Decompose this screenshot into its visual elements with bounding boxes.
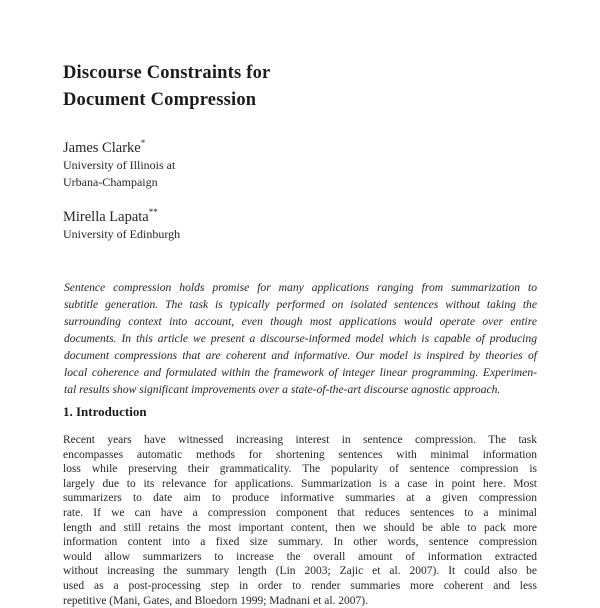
section-heading: 1. Introduction (63, 404, 147, 419)
abstract-line: local coherence and formulated within the framework of integer linear programming. Experimen- (64, 366, 537, 379)
paper-title (63, 60, 543, 114)
body-text-line: would allow summarizers to increase the overall amount of information extracted (63, 550, 537, 563)
affiliation-line: Urbana-Champaign (63, 175, 158, 189)
body-text-line: information content into a fixed size summary. In other words, sentence compression (63, 536, 537, 549)
author-affiliation (63, 157, 175, 191)
author-affiliation (63, 226, 180, 243)
author-name-text: Mirella Lapata (63, 209, 149, 225)
body-text-line: encompasses automatic methods for shortening sentences with minimal information (63, 448, 537, 461)
body-text-line: summarizers to date aim to produce informative summaries at a given compression (63, 492, 537, 505)
paper-title-line: Discourse Constraints for (63, 63, 271, 83)
abstract-line: tal results show significant improvements over a state-of-the-art discourse agnostic approach. (64, 383, 501, 396)
affiliation-line: University of Edinburgh (63, 227, 181, 241)
abstract-line: Sentence compression holds promise for many applications ranging from summarization to (64, 281, 537, 294)
abstract-line: subtitle generation. The task is typically performed on isolated sentences without taking the (64, 298, 537, 311)
body-text-line: used as a post-processing step in order to render summaries more coherent and less (63, 579, 537, 592)
abstract-line: document compressions that are coherent and informative. Our model is inspired by theories of (64, 349, 537, 362)
author-footnote-marker: * (140, 138, 146, 149)
introduction-paragraph (63, 433, 537, 608)
body-text-line: Recent years have witnessed increasing interest in sentence compression. The task (63, 434, 537, 446)
author-name-text: James Clarke (63, 140, 141, 156)
body-text-line: loss while preserving their grammaticality. The popularity of sentence compression is (63, 463, 537, 476)
body-text-line: rate. If we can have a compression component that reduces sentences to a minimal (63, 506, 537, 519)
author-name (63, 139, 145, 157)
author-name (63, 208, 158, 226)
abstract (64, 279, 537, 398)
body-text-line: largely due to its relevance for applications. Summarization is a case in point here. Most (63, 477, 537, 490)
abstract-line: surrounding context into account, even though most applications would operate over entire (64, 315, 537, 328)
body-text-line-clipped: repetitive (Mani, Gates, and Bloedorn 1999; Madnani et al. 2007). (63, 594, 368, 607)
affiliation-line: University of Illinois at (63, 158, 176, 172)
body-text-line: without increasing the summary length (Lin 2003; Zajic et al. 2007). It could also be (63, 565, 537, 578)
abstract-line: documents. In this article we present a discourse-informed model which is capable of producing (64, 332, 537, 345)
paper-title-line: Document Compression (63, 90, 257, 110)
author-footnote-marker: ** (148, 207, 158, 218)
body-text-line: length and still retains the most important content, then we should be able to pack more (63, 521, 537, 534)
